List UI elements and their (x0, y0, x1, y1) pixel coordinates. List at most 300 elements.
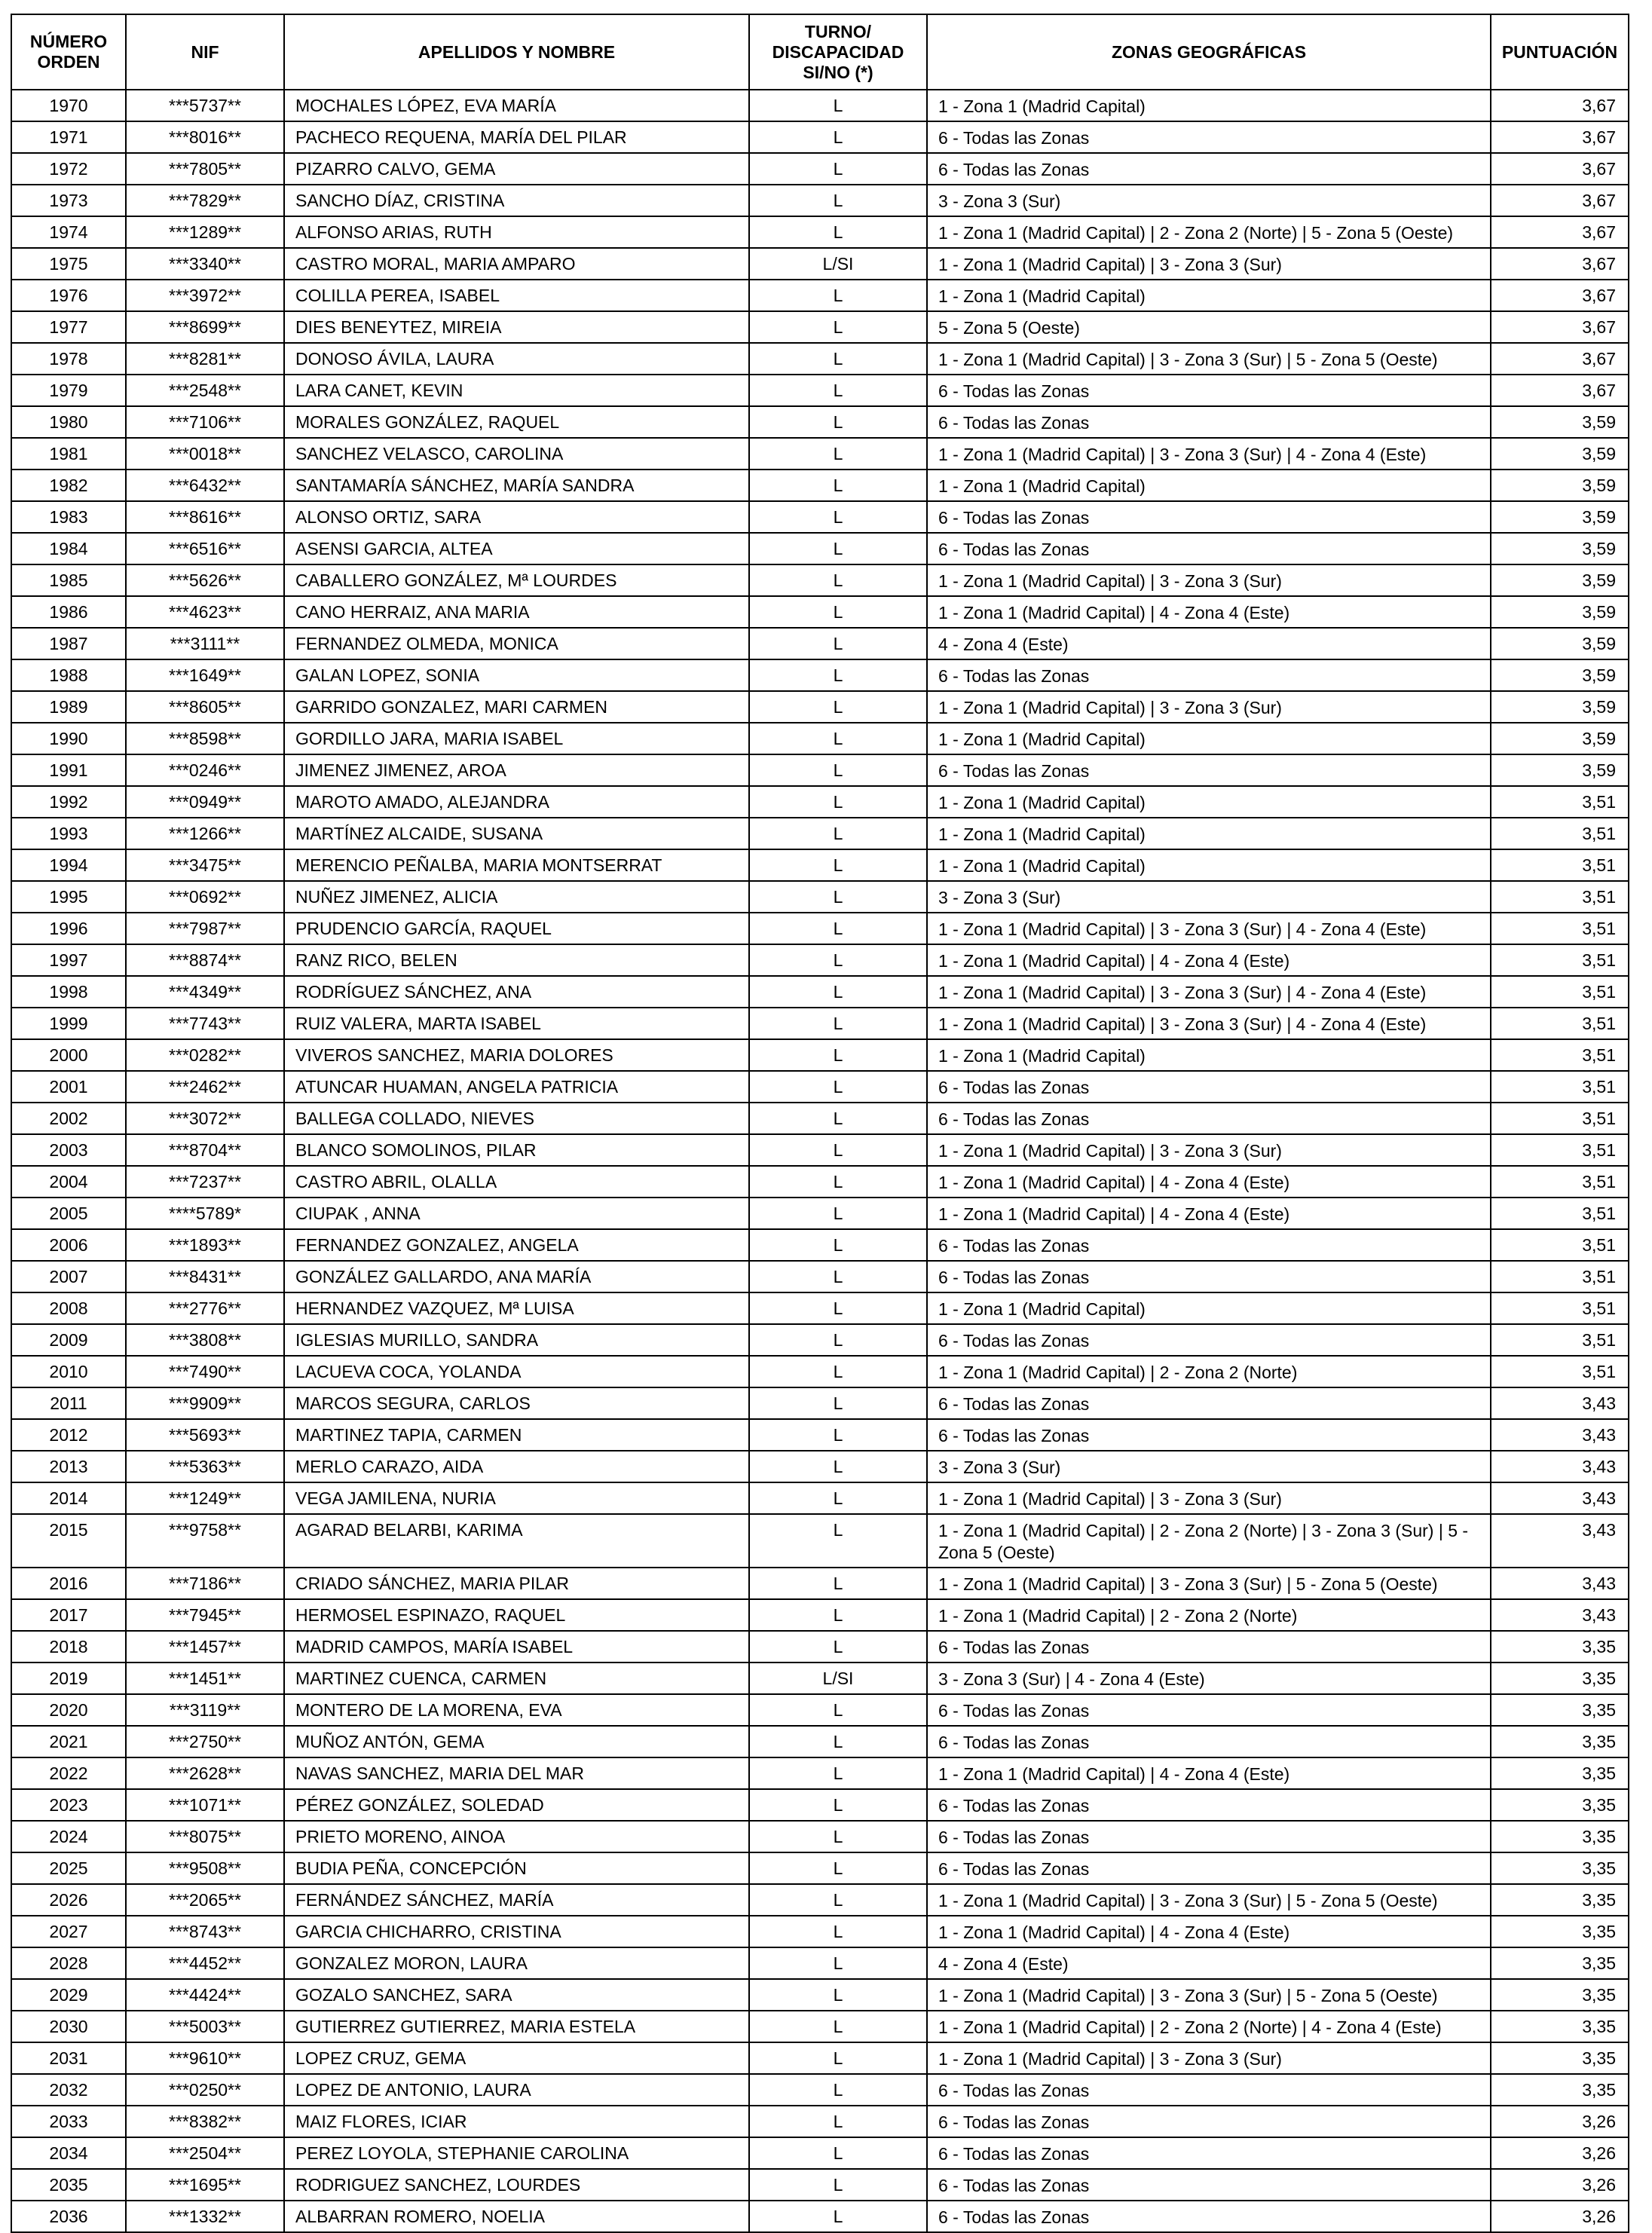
table-row (11, 216, 1629, 248)
cell-apellidos-nombre: PRUDENCIO GARCÍA, RAQUEL (284, 913, 749, 944)
cell-apellidos-nombre: MONTERO DE LA MORENA, EVA (284, 1694, 749, 1726)
results-table (11, 14, 1629, 2233)
cell-numero-orden: 2002 (11, 1103, 126, 1134)
cell-puntuacion: 3,43 (1491, 1514, 1629, 1568)
cell-numero-orden: 2020 (11, 1694, 126, 1726)
cell-apellidos-nombre: PRIETO MORENO, AINOA (284, 1821, 749, 1852)
cell-apellidos-nombre: BLANCO SOMOLINOS, PILAR (284, 1134, 749, 1166)
cell-numero-orden: 1975 (11, 248, 126, 280)
cell-turno: L (749, 90, 927, 121)
table-row (11, 1134, 1629, 1166)
cell-apellidos-nombre: JIMENEZ JIMENEZ, AROA (284, 754, 749, 786)
cell-puntuacion: 3,35 (1491, 1821, 1629, 1852)
cell-apellidos-nombre: FERNÁNDEZ SÁNCHEZ, MARÍA (284, 1884, 749, 1916)
table-row (11, 438, 1629, 470)
cell-turno: L (749, 1852, 927, 1884)
cell-numero-orden: 2017 (11, 1599, 126, 1631)
cell-apellidos-nombre: CABALLERO GONZÁLEZ, Mª LOURDES (284, 564, 749, 596)
cell-nif: ***9758** (126, 1514, 284, 1568)
cell-turno: L (749, 185, 927, 216)
cell-puntuacion: 3,26 (1491, 2169, 1629, 2201)
cell-numero-orden: 1994 (11, 849, 126, 881)
cell-nif: ***7987** (126, 913, 284, 944)
cell-apellidos-nombre: MARTÍNEZ ALCAIDE, SUSANA (284, 818, 749, 849)
table-row (11, 723, 1629, 754)
cell-nif: ***1893** (126, 1229, 284, 1261)
cell-numero-orden: 2036 (11, 2201, 126, 2232)
cell-numero-orden: 2034 (11, 2137, 126, 2169)
cell-apellidos-nombre: SANCHEZ VELASCO, CAROLINA (284, 438, 749, 470)
cell-apellidos-nombre: ATUNCAR HUAMAN, ANGELA PATRICIA (284, 1071, 749, 1103)
cell-numero-orden: 2011 (11, 1387, 126, 1419)
cell-numero-orden: 2024 (11, 1821, 126, 1852)
cell-nif: ***0282** (126, 1039, 284, 1071)
cell-zonas: 6 - Todas las Zonas (927, 501, 1491, 533)
cell-turno: L (749, 1789, 927, 1821)
cell-numero-orden: 1991 (11, 754, 126, 786)
cell-zonas: 6 - Todas las Zonas (927, 2201, 1491, 2232)
cell-zonas: 1 - Zona 1 (Madrid Capital) | 3 - Zona 3 (Sur) | 4 - Zona 4 (Este) (927, 913, 1491, 944)
cell-zonas: 1 - Zona 1 (Madrid Capital) | 2 - Zona 2 (Norte) | 5 - Zona 5 (Oeste) (927, 216, 1491, 248)
cell-apellidos-nombre: COLILLA PEREA, ISABEL (284, 280, 749, 311)
cell-puntuacion: 3,51 (1491, 1008, 1629, 1039)
cell-numero-orden: 1996 (11, 913, 126, 944)
table-row (11, 1694, 1629, 1726)
cell-apellidos-nombre: RODRIGUEZ SANCHEZ, LOURDES (284, 2169, 749, 2201)
cell-nif: ***7490** (126, 1356, 284, 1387)
cell-nif: ***7237** (126, 1166, 284, 1198)
table-row (11, 2042, 1629, 2074)
cell-zonas: 1 - Zona 1 (Madrid Capital) | 3 - Zona 3 (Sur) | 5 - Zona 5 (Oeste) (927, 1979, 1491, 2011)
cell-numero-orden: 2021 (11, 1726, 126, 1757)
cell-numero-orden: 2014 (11, 1482, 126, 1514)
cell-puntuacion: 3,43 (1491, 1482, 1629, 1514)
table-row (11, 470, 1629, 501)
header-apellidos-nombre: APELLIDOS Y NOMBRE (284, 14, 749, 90)
table-row (11, 406, 1629, 438)
cell-nif: ***7805** (126, 153, 284, 185)
cell-nif: ***8431** (126, 1261, 284, 1292)
cell-zonas: 6 - Todas las Zonas (927, 1694, 1491, 1726)
cell-nif: ***3119** (126, 1694, 284, 1726)
table-row (11, 1356, 1629, 1387)
cell-numero-orden: 2033 (11, 2106, 126, 2137)
cell-turno: L (749, 406, 927, 438)
cell-turno: L (749, 1071, 927, 1103)
cell-zonas: 1 - Zona 1 (Madrid Capital) | 4 - Zona 4 (Este) (927, 1198, 1491, 1229)
table-row (11, 1229, 1629, 1261)
cell-zonas: 6 - Todas las Zonas (927, 1631, 1491, 1663)
cell-puntuacion: 3,51 (1491, 818, 1629, 849)
cell-puntuacion: 3,67 (1491, 216, 1629, 248)
cell-turno: L (749, 596, 927, 628)
cell-nif: ***3808** (126, 1324, 284, 1356)
cell-turno: L (749, 1757, 927, 1789)
cell-zonas: 1 - Zona 1 (Madrid Capital) | 3 - Zona 3 (Sur) | 4 - Zona 4 (Este) (927, 1008, 1491, 1039)
cell-nif: ***1249** (126, 1482, 284, 1514)
cell-apellidos-nombre: DIES BENEYTEZ, MIREIA (284, 311, 749, 343)
cell-numero-orden: 2027 (11, 1916, 126, 1947)
cell-nif: ***3475** (126, 849, 284, 881)
cell-turno: L (749, 1451, 927, 1482)
cell-nif: ***5693** (126, 1419, 284, 1451)
cell-turno: L (749, 2106, 927, 2137)
cell-nif: ***5626** (126, 564, 284, 596)
cell-turno: L (749, 1166, 927, 1198)
table-row (11, 1324, 1629, 1356)
table-row (11, 628, 1629, 659)
cell-zonas: 1 - Zona 1 (Madrid Capital) | 2 - Zona 2 (Norte) | 4 - Zona 4 (Este) (927, 2011, 1491, 2042)
cell-turno: L (749, 280, 927, 311)
cell-puntuacion: 3,59 (1491, 564, 1629, 596)
cell-apellidos-nombre: AGARAD BELARBI, KARIMA (284, 1514, 749, 1568)
cell-zonas: 3 - Zona 3 (Sur) (927, 185, 1491, 216)
cell-nif: ***5363** (126, 1451, 284, 1482)
cell-nif: ***1451** (126, 1663, 284, 1694)
cell-turno: L (749, 1568, 927, 1599)
table-row (11, 1008, 1629, 1039)
cell-turno: L (749, 1884, 927, 1916)
table-row (11, 1568, 1629, 1599)
cell-turno: L (749, 913, 927, 944)
cell-turno: L (749, 1261, 927, 1292)
cell-turno: L (749, 1324, 927, 1356)
header-numero-orden: NÚMERO ORDEN (11, 14, 126, 90)
cell-turno: L (749, 1599, 927, 1631)
cell-numero-orden: 2019 (11, 1663, 126, 1694)
cell-apellidos-nombre: CASTRO MORAL, MARIA AMPARO (284, 248, 749, 280)
cell-apellidos-nombre: GARRIDO GONZALEZ, MARI CARMEN (284, 691, 749, 723)
cell-puntuacion: 3,67 (1491, 280, 1629, 311)
cell-puntuacion: 3,35 (1491, 1726, 1629, 1757)
cell-puntuacion: 3,67 (1491, 311, 1629, 343)
table-row (11, 849, 1629, 881)
table-row (11, 1451, 1629, 1482)
cell-apellidos-nombre: RODRÍGUEZ SÁNCHEZ, ANA (284, 976, 749, 1008)
cell-puntuacion: 3,59 (1491, 406, 1629, 438)
cell-turno: L (749, 1198, 927, 1229)
cell-nif: ***7945** (126, 1599, 284, 1631)
cell-turno: L (749, 1482, 927, 1514)
cell-puntuacion: 3,26 (1491, 2106, 1629, 2137)
cell-nif: ***4623** (126, 596, 284, 628)
cell-turno: L (749, 311, 927, 343)
table-row (11, 2011, 1629, 2042)
cell-turno: L (749, 216, 927, 248)
cell-turno: L (749, 2201, 927, 2232)
table-row (11, 1726, 1629, 1757)
cell-zonas: 1 - Zona 1 (Madrid Capital) (927, 849, 1491, 881)
cell-puntuacion: 3,67 (1491, 375, 1629, 406)
cell-turno: L (749, 754, 927, 786)
table-row (11, 1979, 1629, 2011)
table-row (11, 533, 1629, 564)
cell-puntuacion: 3,26 (1491, 2137, 1629, 2169)
cell-zonas: 6 - Todas las Zonas (927, 2106, 1491, 2137)
table-row (11, 311, 1629, 343)
cell-nif: ***1289** (126, 216, 284, 248)
cell-nif: ***0949** (126, 786, 284, 818)
cell-nif: ***1332** (126, 2201, 284, 2232)
cell-zonas: 6 - Todas las Zonas (927, 659, 1491, 691)
cell-puntuacion: 3,51 (1491, 1229, 1629, 1261)
cell-numero-orden: 2015 (11, 1514, 126, 1568)
cell-puntuacion: 3,35 (1491, 1663, 1629, 1694)
cell-nif: ***3340** (126, 248, 284, 280)
cell-turno: L (749, 691, 927, 723)
cell-zonas: 6 - Todas las Zonas (927, 406, 1491, 438)
table-row (11, 1852, 1629, 1884)
cell-puntuacion: 3,43 (1491, 1599, 1629, 1631)
cell-zonas: 6 - Todas las Zonas (927, 1789, 1491, 1821)
cell-zonas: 1 - Zona 1 (Madrid Capital) | 2 - Zona 2 (Norte) (927, 1599, 1491, 1631)
cell-puntuacion: 3,35 (1491, 1757, 1629, 1789)
cell-zonas: 1 - Zona 1 (Madrid Capital) | 4 - Zona 4 (Este) (927, 596, 1491, 628)
cell-puntuacion: 3,67 (1491, 90, 1629, 121)
cell-numero-orden: 1973 (11, 185, 126, 216)
cell-nif: ***6432** (126, 470, 284, 501)
cell-turno: L (749, 628, 927, 659)
cell-turno: L (749, 2169, 927, 2201)
cell-zonas: 1 - Zona 1 (Madrid Capital) | 3 - Zona 3 (Sur) (927, 2042, 1491, 2074)
cell-puntuacion: 3,59 (1491, 659, 1629, 691)
table-row (11, 1071, 1629, 1103)
cell-turno: L (749, 1356, 927, 1387)
cell-numero-orden: 1984 (11, 533, 126, 564)
cell-nif: ***7186** (126, 1568, 284, 1599)
cell-numero-orden: 1992 (11, 786, 126, 818)
cell-puntuacion: 3,51 (1491, 1134, 1629, 1166)
cell-puntuacion: 3,59 (1491, 723, 1629, 754)
table-row (11, 2169, 1629, 2201)
cell-zonas: 1 - Zona 1 (Madrid Capital) | 4 - Zona 4 (Este) (927, 1916, 1491, 1947)
cell-zonas: 4 - Zona 4 (Este) (927, 628, 1491, 659)
table-row (11, 1514, 1629, 1568)
cell-zonas: 1 - Zona 1 (Madrid Capital) | 4 - Zona 4 (Este) (927, 944, 1491, 976)
cell-zonas: 6 - Todas las Zonas (927, 1229, 1491, 1261)
cell-apellidos-nombre: VIVEROS SANCHEZ, MARIA DOLORES (284, 1039, 749, 1071)
cell-turno: L (749, 121, 927, 153)
cell-turno: L (749, 2137, 927, 2169)
cell-numero-orden: 2010 (11, 1356, 126, 1387)
header-puntuacion: PUNTUACIÓN (1491, 14, 1629, 90)
cell-numero-orden: 1972 (11, 153, 126, 185)
cell-turno: L (749, 1419, 927, 1451)
cell-puntuacion: 3,51 (1491, 1261, 1629, 1292)
cell-puntuacion: 3,35 (1491, 1947, 1629, 1979)
cell-numero-orden: 1981 (11, 438, 126, 470)
cell-puntuacion: 3,35 (1491, 2042, 1629, 2074)
cell-puntuacion: 3,35 (1491, 2011, 1629, 2042)
table-row (11, 818, 1629, 849)
cell-puntuacion: 3,43 (1491, 1419, 1629, 1451)
cell-nif: ***8699** (126, 311, 284, 343)
cell-apellidos-nombre: NAVAS SANCHEZ, MARIA DEL MAR (284, 1757, 749, 1789)
table-row (11, 564, 1629, 596)
cell-zonas: 1 - Zona 1 (Madrid Capital) | 4 - Zona 4 (Este) (927, 1757, 1491, 1789)
cell-numero-orden: 2030 (11, 2011, 126, 2042)
cell-puntuacion: 3,51 (1491, 881, 1629, 913)
cell-puntuacion: 3,51 (1491, 1198, 1629, 1229)
cell-turno: L (749, 1979, 927, 2011)
table-row (11, 2137, 1629, 2169)
cell-zonas: 6 - Todas las Zonas (927, 375, 1491, 406)
cell-numero-orden: 2022 (11, 1757, 126, 1789)
cell-numero-orden: 1985 (11, 564, 126, 596)
cell-nif: ***8704** (126, 1134, 284, 1166)
cell-apellidos-nombre: LOPEZ DE ANTONIO, LAURA (284, 2074, 749, 2106)
cell-numero-orden: 1974 (11, 216, 126, 248)
cell-apellidos-nombre: MORALES GONZÁLEZ, RAQUEL (284, 406, 749, 438)
cell-turno: L (749, 1916, 927, 1947)
table-row (11, 913, 1629, 944)
cell-turno: L (749, 1008, 927, 1039)
cell-nif: ***9610** (126, 2042, 284, 2074)
cell-turno: L (749, 1947, 927, 1979)
cell-turno: L/SI (749, 1663, 927, 1694)
cell-turno: L (749, 786, 927, 818)
cell-apellidos-nombre: LACUEVA COCA, YOLANDA (284, 1356, 749, 1387)
cell-turno: L (749, 881, 927, 913)
cell-puntuacion: 3,51 (1491, 1356, 1629, 1387)
cell-puntuacion: 3,67 (1491, 185, 1629, 216)
table-row (11, 501, 1629, 533)
cell-numero-orden: 2001 (11, 1071, 126, 1103)
table-row (11, 691, 1629, 723)
cell-apellidos-nombre: SANCHO DÍAZ, CRISTINA (284, 185, 749, 216)
cell-numero-orden: 2013 (11, 1451, 126, 1482)
cell-nif: ***6516** (126, 533, 284, 564)
cell-nif: ***7829** (126, 185, 284, 216)
cell-puntuacion: 3,67 (1491, 153, 1629, 185)
cell-numero-orden: 2008 (11, 1292, 126, 1324)
cell-numero-orden: 2018 (11, 1631, 126, 1663)
cell-apellidos-nombre: FERNANDEZ GONZALEZ, ANGELA (284, 1229, 749, 1261)
cell-apellidos-nombre: SANTAMARÍA SÁNCHEZ, MARÍA SANDRA (284, 470, 749, 501)
cell-apellidos-nombre: MAROTO AMADO, ALEJANDRA (284, 786, 749, 818)
cell-nif: ***9909** (126, 1387, 284, 1419)
table-row (11, 121, 1629, 153)
cell-zonas: 6 - Todas las Zonas (927, 1387, 1491, 1419)
table-row (11, 375, 1629, 406)
cell-turno: L (749, 1726, 927, 1757)
cell-nif: ***7106** (126, 406, 284, 438)
cell-numero-orden: 2031 (11, 2042, 126, 2074)
cell-nif: ****5789* (126, 1198, 284, 1229)
cell-puntuacion: 3,67 (1491, 121, 1629, 153)
cell-numero-orden: 2035 (11, 2169, 126, 2201)
table-row (11, 185, 1629, 216)
cell-zonas: 1 - Zona 1 (Madrid Capital) (927, 786, 1491, 818)
cell-turno: L (749, 1229, 927, 1261)
cell-numero-orden: 1987 (11, 628, 126, 659)
table-row (11, 786, 1629, 818)
cell-puntuacion: 3,35 (1491, 1916, 1629, 1947)
cell-zonas: 6 - Todas las Zonas (927, 2137, 1491, 2169)
table-row (11, 153, 1629, 185)
table-row (11, 754, 1629, 786)
cell-zonas: 6 - Todas las Zonas (927, 1726, 1491, 1757)
cell-apellidos-nombre: ALFONSO ARIAS, RUTH (284, 216, 749, 248)
cell-numero-orden: 2016 (11, 1568, 126, 1599)
cell-numero-orden: 2028 (11, 1947, 126, 1979)
cell-puntuacion: 3,51 (1491, 1071, 1629, 1103)
cell-nif: ***7743** (126, 1008, 284, 1039)
cell-puntuacion: 3,59 (1491, 754, 1629, 786)
table-row (11, 944, 1629, 976)
cell-apellidos-nombre: PIZARRO CALVO, GEMA (284, 153, 749, 185)
cell-nif: ***2776** (126, 1292, 284, 1324)
cell-numero-orden: 1989 (11, 691, 126, 723)
cell-zonas: 6 - Todas las Zonas (927, 1852, 1491, 1884)
cell-turno: L (749, 1134, 927, 1166)
cell-zonas: 1 - Zona 1 (Madrid Capital) | 3 - Zona 3 (Sur) (927, 691, 1491, 723)
cell-zonas: 1 - Zona 1 (Madrid Capital) (927, 280, 1491, 311)
table-row (11, 2106, 1629, 2137)
table-row (11, 1419, 1629, 1451)
cell-puntuacion: 3,51 (1491, 786, 1629, 818)
header-row (11, 14, 1629, 90)
cell-apellidos-nombre: MARTINEZ TAPIA, CARMEN (284, 1419, 749, 1451)
header-turno-discapacidad: TURNO/ DISCAPACIDAD SI/NO (*) (749, 14, 927, 90)
cell-apellidos-nombre: BALLEGA COLLADO, NIEVES (284, 1103, 749, 1134)
cell-zonas: 1 - Zona 1 (Madrid Capital) (927, 723, 1491, 754)
table-row (11, 1482, 1629, 1514)
cell-apellidos-nombre: MAIZ FLORES, ICIAR (284, 2106, 749, 2137)
cell-puntuacion: 3,51 (1491, 976, 1629, 1008)
cell-numero-orden: 2032 (11, 2074, 126, 2106)
cell-zonas: 1 - Zona 1 (Madrid Capital) (927, 818, 1491, 849)
cell-zonas: 1 - Zona 1 (Madrid Capital) (927, 90, 1491, 121)
cell-zonas: 1 - Zona 1 (Madrid Capital) | 3 - Zona 3 (Sur) (927, 1482, 1491, 1514)
cell-nif: ***8743** (126, 1916, 284, 1947)
cell-numero-orden: 2009 (11, 1324, 126, 1356)
cell-nif: ***2628** (126, 1757, 284, 1789)
cell-numero-orden: 1971 (11, 121, 126, 153)
cell-numero-orden: 2023 (11, 1789, 126, 1821)
cell-puntuacion: 3,35 (1491, 1631, 1629, 1663)
cell-numero-orden: 2029 (11, 1979, 126, 2011)
cell-apellidos-nombre: GONZÁLEZ GALLARDO, ANA MARÍA (284, 1261, 749, 1292)
cell-turno: L (749, 1694, 927, 1726)
cell-apellidos-nombre: VEGA JAMILENA, NURIA (284, 1482, 749, 1514)
cell-apellidos-nombre: PACHECO REQUENA, MARÍA DEL PILAR (284, 121, 749, 153)
cell-puntuacion: 3,67 (1491, 343, 1629, 375)
cell-turno: L (749, 944, 927, 976)
cell-nif: ***8382** (126, 2106, 284, 2137)
cell-nif: ***4452** (126, 1947, 284, 1979)
cell-nif: ***2462** (126, 1071, 284, 1103)
cell-nif: ***1649** (126, 659, 284, 691)
cell-puntuacion: 3,35 (1491, 1852, 1629, 1884)
cell-apellidos-nombre: GUTIERREZ GUTIERREZ, MARIA ESTELA (284, 2011, 749, 2042)
cell-zonas: 3 - Zona 3 (Sur) (927, 1451, 1491, 1482)
cell-zonas: 1 - Zona 1 (Madrid Capital) | 4 - Zona 4 (Este) (927, 1166, 1491, 1198)
cell-numero-orden: 2003 (11, 1134, 126, 1166)
cell-puntuacion: 3,51 (1491, 1103, 1629, 1134)
cell-nif: ***8605** (126, 691, 284, 723)
cell-turno: L (749, 1631, 927, 1663)
header-nif: NIF (126, 14, 284, 90)
cell-puntuacion: 3,51 (1491, 1292, 1629, 1324)
cell-turno: L (749, 501, 927, 533)
table-row (11, 1292, 1629, 1324)
cell-zonas: 3 - Zona 3 (Sur) | 4 - Zona 4 (Este) (927, 1663, 1491, 1694)
cell-zonas: 3 - Zona 3 (Sur) (927, 881, 1491, 913)
cell-numero-orden: 1977 (11, 311, 126, 343)
cell-apellidos-nombre: GORDILLO JARA, MARIA ISABEL (284, 723, 749, 754)
cell-numero-orden: 1995 (11, 881, 126, 913)
